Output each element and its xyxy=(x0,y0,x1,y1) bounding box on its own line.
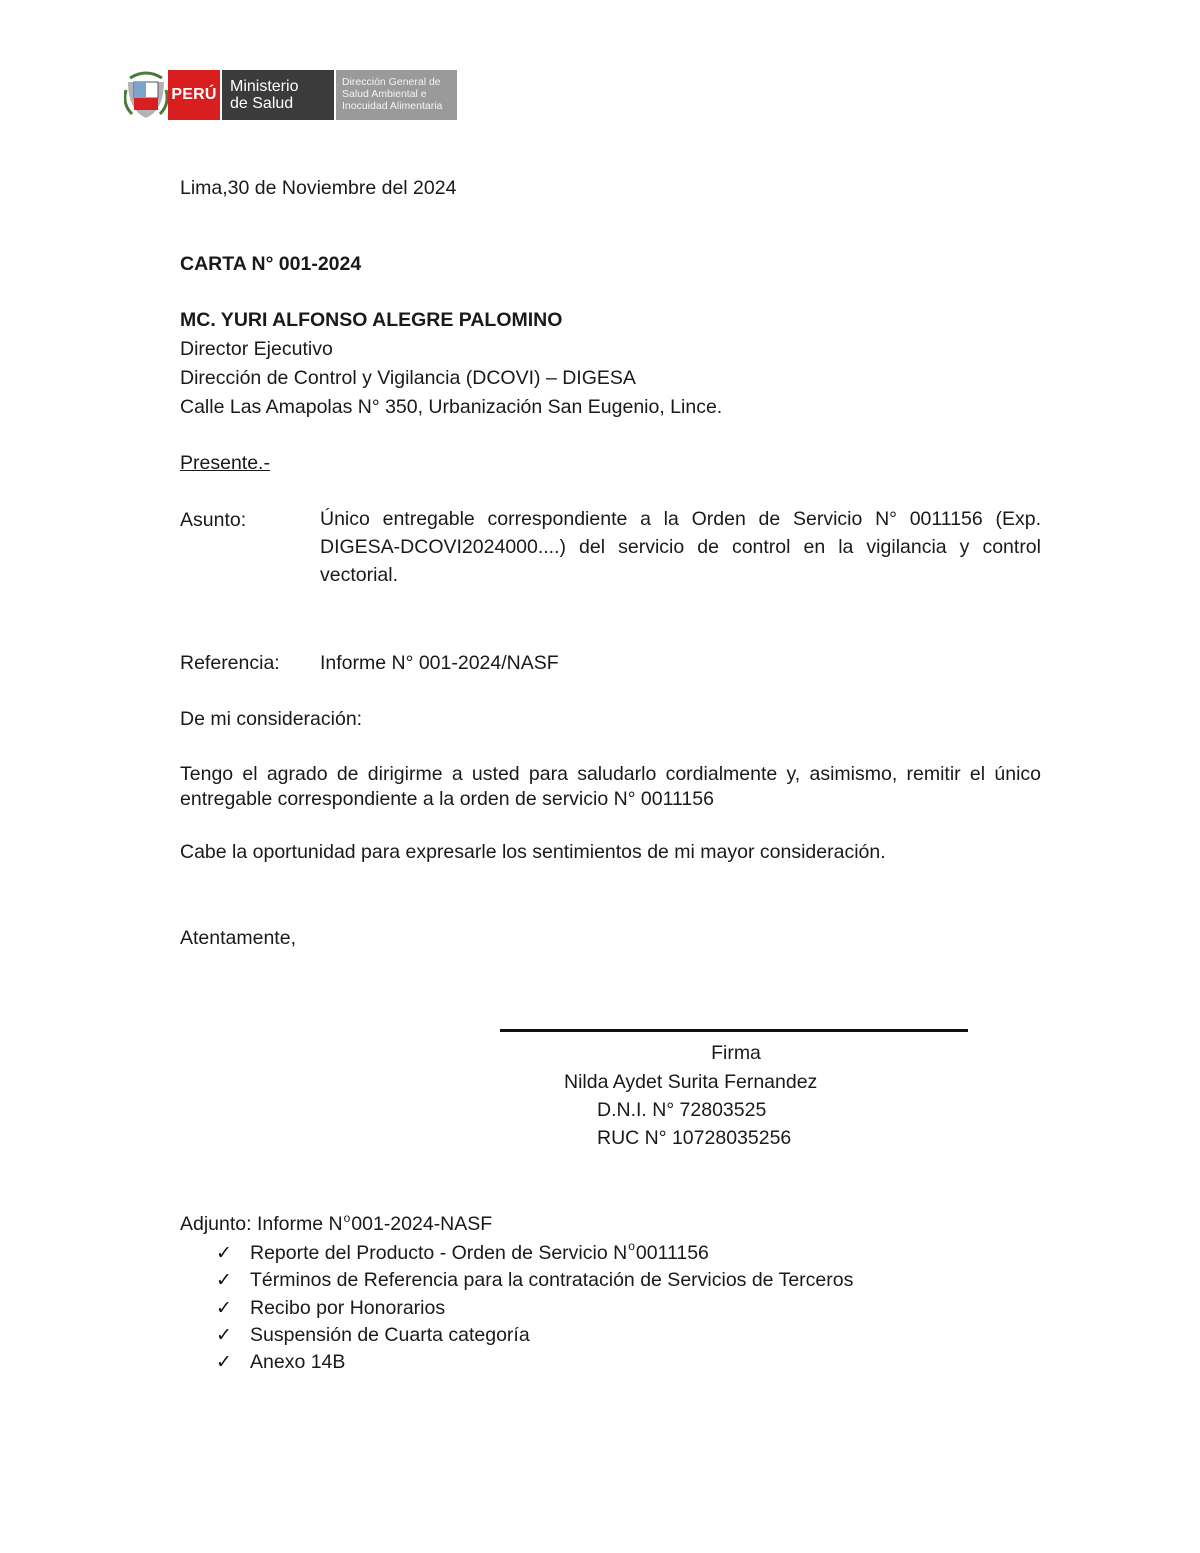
asunto-text: Único entregable correspondiente a la Orden de Servicio N° 0011156 (Exp. DIGESA-DCOVI2024000....) del servicio de control en la vigilancia y control vectorial. xyxy=(320,508,1041,586)
directorate-line-1: Dirección General de xyxy=(342,76,441,88)
recipient-address: Calle Las Amapolas N° 350, Urbanización San Eugenio, Lince. xyxy=(180,396,723,418)
body-paragraph-1: Tengo el agrado de dirigirme a usted para saludarlo cordialmente y, asimismo, remitir el único entregable correspondiente a la orden de servicio N° 0011156 xyxy=(180,763,1041,810)
attachments-list xyxy=(216,1240,853,1376)
attachment-text: Recibo por Honorarios xyxy=(250,1296,446,1319)
checkmark-icon: ✓ xyxy=(216,1297,232,1319)
ministry-line-2: de Salud xyxy=(230,95,294,112)
signer-ruc: RUC N° 10728035256 xyxy=(597,1127,792,1149)
attachment-text: Anexo 14B xyxy=(250,1351,346,1374)
letter-date: Lima,30 de Noviembre del 2024 xyxy=(180,177,457,199)
checkmark-icon: ✓ xyxy=(216,1352,232,1374)
list-item xyxy=(216,1240,853,1267)
peru-label: PERÚ xyxy=(168,70,220,120)
directorate-name xyxy=(336,70,457,120)
attachment-text: Términos de Referencia para la contratación de Servicios de Terceros xyxy=(250,1269,854,1292)
directorate-line-2: Salud Ambiental e xyxy=(342,88,427,100)
greeting: De mi consideración: xyxy=(180,708,363,730)
presente-heading: Presente.- xyxy=(180,452,270,474)
checkmark-icon: ✓ xyxy=(216,1243,232,1265)
recipient-title: Director Ejecutivo xyxy=(180,338,333,360)
recipient-office: Dirección de Control y Vigilancia (DCOVI) – DIGESA xyxy=(180,367,636,389)
attachments-label-sup: o xyxy=(343,1211,351,1225)
attachments-label-prefix: Adjunto: Informe N xyxy=(180,1213,343,1235)
letter-number: CARTA N° 001-2024 xyxy=(180,253,362,275)
attachment-suffix: 0011156 xyxy=(635,1242,709,1265)
attachments-label xyxy=(180,1212,492,1238)
ministry-header-logo xyxy=(124,70,457,120)
asunto-label: Asunto: xyxy=(180,509,247,531)
recipient-name: MC. YURI ALFONSO ALEGRE PALOMINO xyxy=(180,309,563,331)
signer-dni: D.N.I. N° 72803525 xyxy=(597,1099,767,1121)
directorate-line-3: Inocuidad Alimentaria xyxy=(342,100,443,112)
checkmark-icon: ✓ xyxy=(216,1270,232,1292)
attachment-text: Reporte del Producto - Orden de Servicio N xyxy=(250,1242,628,1265)
list-item xyxy=(216,1295,853,1322)
signature-label: Firma xyxy=(711,1042,761,1064)
closing: Atentamente, xyxy=(180,927,296,949)
ministry-name xyxy=(222,70,334,120)
signer-name: Nilda Aydet Surita Fernandez xyxy=(564,1071,818,1093)
checkmark-icon: ✓ xyxy=(216,1325,232,1347)
peru-coat-of-arms-icon xyxy=(124,70,168,120)
list-item xyxy=(216,1267,853,1294)
list-item xyxy=(216,1349,853,1376)
ministry-line-1: Ministerio xyxy=(230,78,299,95)
referencia-text: Informe N° 001-2024/NASF xyxy=(320,652,559,674)
list-item xyxy=(216,1322,853,1349)
signature-line xyxy=(500,1029,968,1032)
attachment-sup: o xyxy=(628,1238,635,1253)
attachment-text: Suspensión de Cuarta categoría xyxy=(250,1324,530,1347)
attachments-label-suffix: 001-2024-NASF xyxy=(351,1213,493,1235)
body-paragraph-2: Cabe la oportunidad para expresarle los sentimientos de mi mayor consideración. xyxy=(180,841,886,863)
referencia-label: Referencia: xyxy=(180,652,280,674)
